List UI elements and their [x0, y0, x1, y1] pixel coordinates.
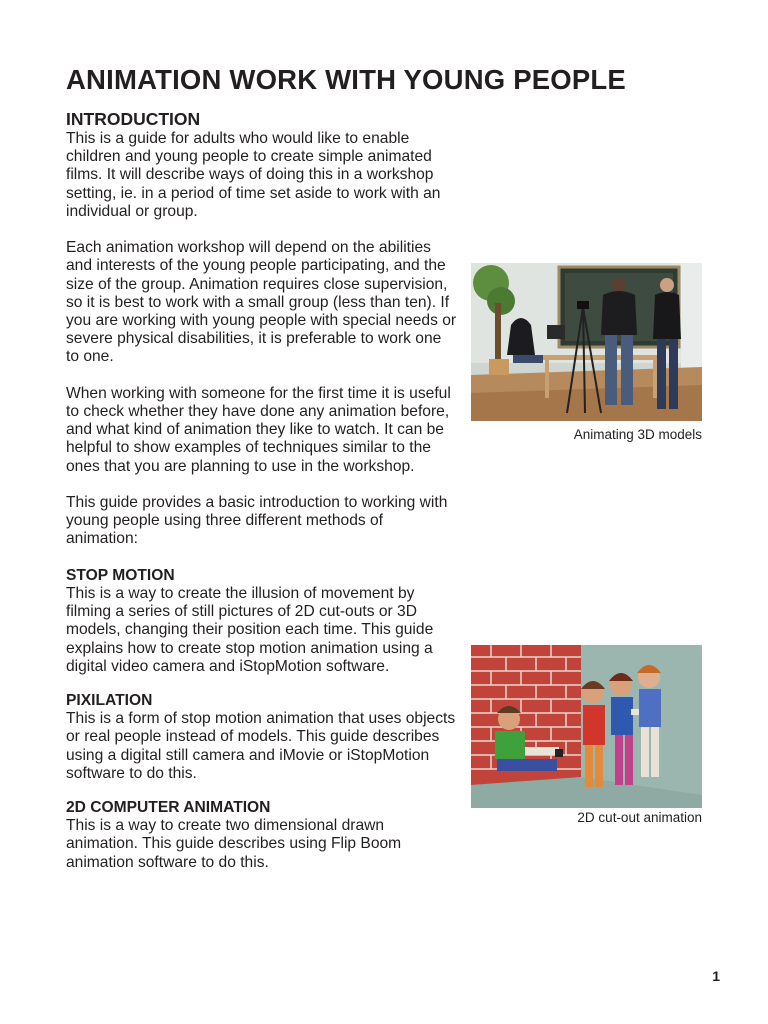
figure-caption-2: 2D cut-out animation [577, 810, 702, 825]
page-number: 1 [712, 968, 720, 984]
stop-motion-text: This is a way to create the illusion of movement by filming a series of still pictures of 2D cut-outs or 3D models, changing their position each time. This guide explains how to create stop motion animation using a digital video camera and iStopMotion software. [66, 585, 434, 675]
2d-computer-animation-heading: 2D COMPUTER ANIMATION [66, 799, 271, 817]
figure-caption-1: Animating 3D models [573, 427, 702, 442]
intro-paragraph-1: This is a guide for adults who would like to enable children and young people to create simple animated films. It will describe ways of doing this in a workshop setting, ie. in a period of time set aside to work with an individual or group. [66, 130, 441, 220]
pixilation-heading: PIXILATION [66, 692, 153, 710]
pixilation-text: This is a form of stop motion animation that uses objects or real people instead of models. This guide describes using a digital still camera and iMovie or iStopMotion software to do this. [66, 710, 456, 782]
intro-paragraph-4: This guide provides a basic introduction to working with young people using three different methods of animation: [66, 494, 448, 548]
animating-3d-models-photo [471, 263, 702, 421]
main-column [66, 108, 458, 888]
2d-computer-animation-text: This is a way to create two dimensional drawn animation. This guide describes using Flip Boom animation software to do this. [66, 817, 402, 871]
section-stop-motion [66, 567, 458, 676]
intro-paragraph-2: Each animation workshop will depend on the abilities and interests of the young people participating, and the size of the group. Animation requires close supervision, so it is best to work with a small group (less than ten). If you are working with young people with special needs or severe physical disabilities, it is preferable to work one to one. [66, 239, 457, 366]
stop-motion-heading: STOP MOTION [66, 566, 175, 584]
intro-paragraph-3: When working with someone for the first time it is useful to check whether they have done any animation before, and what kind of animation they like to watch. It can be helpful to show examples of techniques similar to the ones that you are planning to use in the workshop. [66, 384, 451, 475]
introduction-heading: INTRODUCTION [66, 109, 201, 129]
page-title: ANIMATION WORK WITH YOUNG PEOPLE [66, 64, 626, 95]
section-pixilation [66, 692, 458, 783]
section-2d-computer-animation [66, 799, 458, 872]
2d-cut-out-animation-photo [471, 645, 702, 808]
